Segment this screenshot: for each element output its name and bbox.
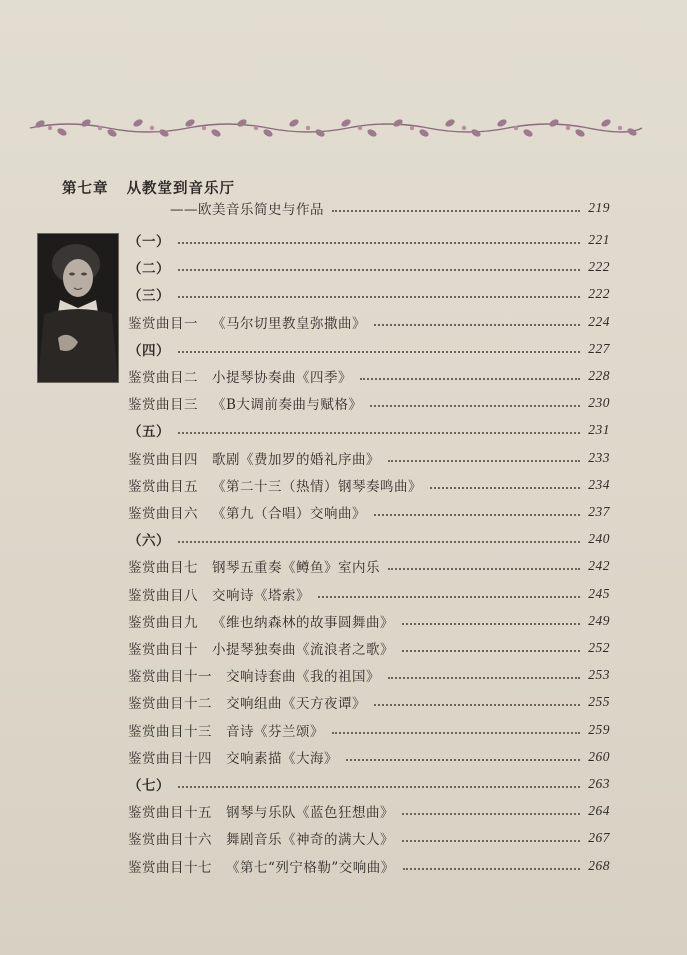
toc-section-row	[128, 283, 610, 305]
toc-entry-title	[128, 502, 366, 522]
section-label: （六）	[128, 533, 170, 549]
piece-label: 鉴赏曲目十二	[128, 696, 212, 712]
page-number: 253	[588, 667, 610, 682]
toc-entry-row	[128, 610, 610, 632]
toc-entry-title	[128, 529, 170, 549]
leader-dots	[402, 839, 580, 842]
page-number: 219	[588, 200, 610, 215]
section-label: （三）	[128, 288, 170, 304]
page-number: 249	[588, 613, 610, 628]
toc-entry-title	[128, 692, 366, 712]
toc-entry-title	[128, 611, 394, 631]
page-number: 264	[588, 803, 610, 818]
leader-dots	[402, 649, 580, 652]
toc-entry-title	[128, 801, 394, 821]
piece-label: 鉴赏曲目七	[128, 560, 198, 576]
toc-entry-row	[128, 501, 610, 523]
toc-section-row	[128, 256, 610, 278]
toc-entry-row	[128, 827, 610, 849]
page-number: 233	[588, 450, 610, 465]
toc-entry-row	[128, 746, 610, 768]
piece-title: 音诗《芬兰颂》	[226, 724, 324, 740]
piece-title: 歌剧《费加罗的婚礼序曲》	[212, 452, 380, 468]
section-label: （五）	[128, 424, 170, 440]
leader-dots	[178, 350, 580, 353]
page-number: 260	[588, 749, 610, 764]
leader-dots	[318, 595, 580, 598]
piece-title: 交响组曲《天方夜谭》	[226, 696, 366, 712]
page-number: 252	[588, 640, 610, 655]
page-number: 222	[588, 259, 610, 274]
piece-label: 鉴赏曲目四	[128, 452, 198, 468]
toc-entry-title	[128, 638, 394, 658]
leader-dots	[332, 731, 580, 734]
piece-title: 《第七“列宁格勒”交响曲》	[226, 860, 395, 876]
leader-dots	[430, 486, 580, 489]
leader-dots	[374, 703, 580, 706]
page-number: 237	[588, 504, 610, 519]
leader-dots	[388, 459, 580, 462]
leader-dots	[402, 812, 580, 815]
piece-label: 鉴赏曲目一	[128, 316, 198, 332]
piece-label: 鉴赏曲目十	[128, 642, 198, 658]
piece-title: 舞剧音乐《神奇的满大人》	[226, 832, 394, 848]
piece-title: 交响素描《大海》	[226, 751, 338, 767]
toc-entry-row	[128, 719, 610, 741]
piece-label: 鉴赏曲目三	[128, 397, 198, 413]
leader-dots	[178, 241, 580, 244]
toc-section-row	[128, 773, 610, 795]
leader-dots	[178, 295, 580, 298]
piece-label: 鉴赏曲目十一	[128, 669, 212, 685]
toc-entry-row	[128, 855, 610, 877]
leader-dots	[374, 513, 580, 516]
page-number: 267	[588, 830, 610, 845]
toc-section-row	[128, 229, 610, 251]
toc-entry-title	[128, 665, 380, 685]
piece-label: 鉴赏曲目二	[128, 370, 198, 386]
page-number: 268	[588, 858, 610, 873]
section-label: （七）	[128, 778, 170, 794]
chapter-subtitle: ——欧美音乐简史与作品	[170, 202, 324, 218]
toc-entry-title	[128, 257, 170, 277]
toc-entry-title	[128, 774, 170, 794]
piece-title: 交响诗《塔索》	[212, 588, 310, 604]
toc-entry-row	[128, 311, 610, 333]
page-number: 240	[588, 531, 610, 546]
page-number: 230	[588, 395, 610, 410]
toc-entry-row	[128, 800, 610, 822]
piece-title: 交响诗套曲《我的祖国》	[226, 669, 380, 685]
piece-title: 钢琴与乐队《蓝色狂想曲》	[226, 805, 394, 821]
toc-entry-row	[128, 365, 610, 387]
piece-title: 《维也纳森林的故事圆舞曲》	[212, 615, 394, 631]
page-number: 228	[588, 368, 610, 383]
piece-label: 鉴赏曲目六	[128, 506, 198, 522]
toc-entry-title	[128, 312, 366, 332]
toc-entry-title	[128, 747, 338, 767]
toc-entry-row	[128, 664, 610, 686]
page-number: 263	[588, 776, 610, 791]
piece-title: 小提琴协奏曲《四季》	[212, 370, 352, 386]
piece-label: 鉴赏曲目八	[128, 588, 198, 604]
page-number: 242	[588, 558, 610, 573]
toc-entry-row	[128, 637, 610, 659]
toc-entry-row	[128, 474, 610, 496]
leader-dots	[374, 323, 580, 326]
page-number: 259	[588, 722, 610, 737]
leader-dots	[402, 622, 580, 625]
piece-title: 小提琴独奏曲《流浪者之歌》	[212, 642, 394, 658]
section-label: （四）	[128, 343, 170, 359]
toc-entry-title	[128, 339, 170, 359]
toc-section-row	[128, 419, 610, 441]
leader-dots	[346, 758, 580, 761]
leader-dots	[178, 431, 580, 434]
leader-dots	[388, 676, 580, 679]
toc-entry-title	[128, 230, 170, 250]
piece-label: 鉴赏曲目十三	[128, 724, 212, 740]
toc-section-row	[128, 528, 610, 550]
leader-dots	[178, 785, 580, 788]
toc-entry-row	[128, 555, 610, 577]
section-label: （一）	[128, 234, 170, 250]
toc-entry-title	[128, 448, 380, 468]
piece-title: 《B大调前奏曲与赋格》	[212, 397, 363, 413]
piece-label: 鉴赏曲目十五	[128, 805, 212, 821]
chapter-number: 第七章	[62, 180, 109, 197]
toc-entry-title	[128, 720, 324, 740]
page-number: 221	[588, 232, 610, 247]
toc-entry-title	[128, 366, 352, 386]
page-number: 255	[588, 694, 610, 709]
leader-dots	[178, 268, 580, 271]
toc-entry-title	[128, 475, 422, 495]
page-number: 245	[588, 586, 610, 601]
section-label: （二）	[128, 261, 170, 277]
page-number: 224	[588, 314, 610, 329]
piece-title: 《第九（合唱）交响曲》	[212, 506, 366, 522]
leader-dots	[388, 567, 580, 570]
toc-section-row	[128, 338, 610, 360]
toc-entry-row	[128, 691, 610, 713]
piece-title: 《第二十三（热情）钢琴奏鸣曲》	[212, 479, 422, 495]
piece-label: 鉴赏曲目十四	[128, 751, 212, 767]
page-number: 222	[588, 286, 610, 301]
piece-label: 鉴赏曲目十七	[128, 860, 212, 876]
leader-dots	[403, 867, 580, 870]
leader-dots	[178, 540, 580, 543]
toc-entry-title	[128, 828, 394, 848]
leader-dots	[360, 377, 580, 380]
toc-entry-row	[128, 583, 610, 605]
toc-entry-title	[128, 420, 170, 440]
piece-title: 《马尔切里教皇弥撒曲》	[212, 316, 366, 332]
piece-title: 钢琴五重奏《鳟鱼》室内乐	[212, 560, 380, 576]
page-number: 227	[588, 341, 610, 356]
toc-entry-title	[128, 584, 310, 604]
piece-label: 鉴赏曲目九	[128, 615, 198, 631]
toc-entry-title	[128, 284, 170, 304]
chapter-title: 从教堂到音乐厅	[126, 180, 236, 197]
toc-entry-row	[128, 447, 610, 469]
piece-label: 鉴赏曲目十六	[128, 832, 212, 848]
page-number: 234	[588, 477, 610, 492]
toc-entry-row	[128, 392, 610, 414]
page-number: 231	[588, 422, 610, 437]
piece-label: 鉴赏曲目五	[128, 479, 198, 495]
toc-entry-title	[128, 856, 395, 876]
toc-entry-title	[128, 393, 362, 413]
leader-dots	[370, 404, 580, 407]
toc-entry-title	[128, 556, 380, 576]
